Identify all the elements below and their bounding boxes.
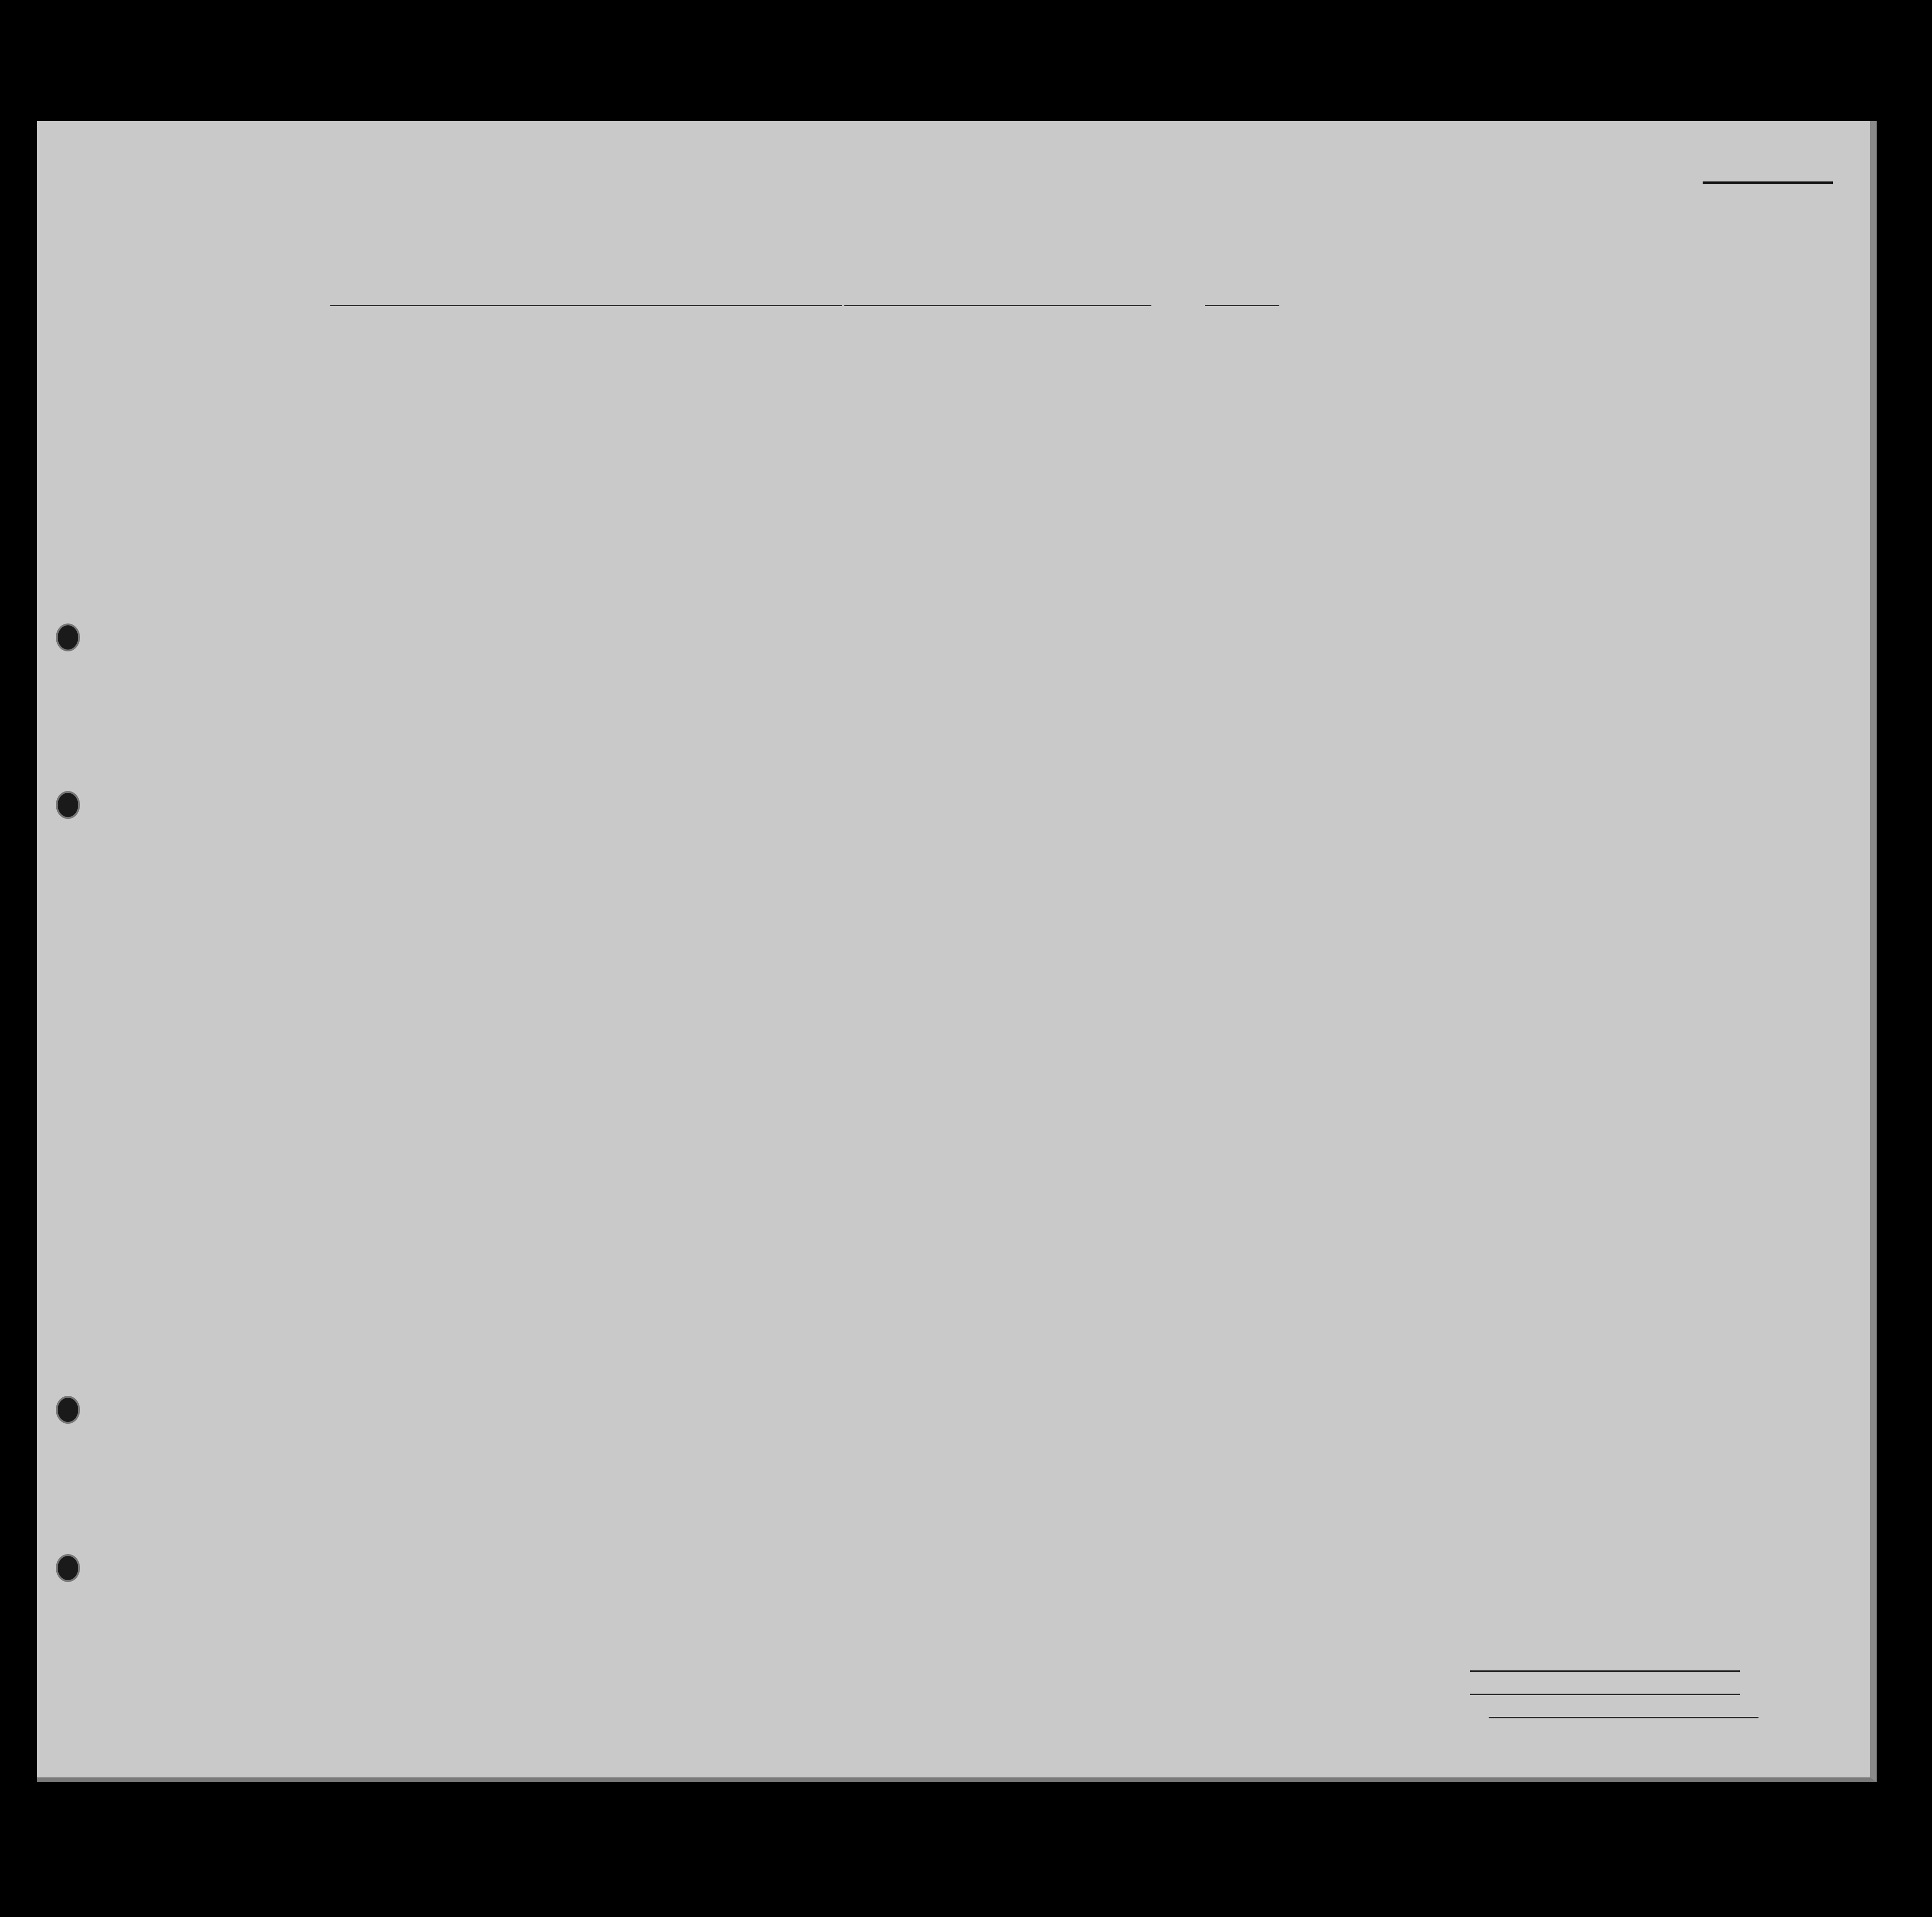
manifest-table — [37, 121, 1870, 1777]
punch-hole — [56, 1554, 80, 1582]
punch-hole — [56, 791, 80, 819]
punch-hole — [56, 623, 80, 651]
punch-hole — [56, 1396, 80, 1424]
owners-underline — [1470, 1694, 1740, 1695]
manifest-sheet — [37, 121, 1877, 1782]
line-underline — [1470, 1670, 1740, 1672]
agents-underline — [1489, 1717, 1758, 1718]
